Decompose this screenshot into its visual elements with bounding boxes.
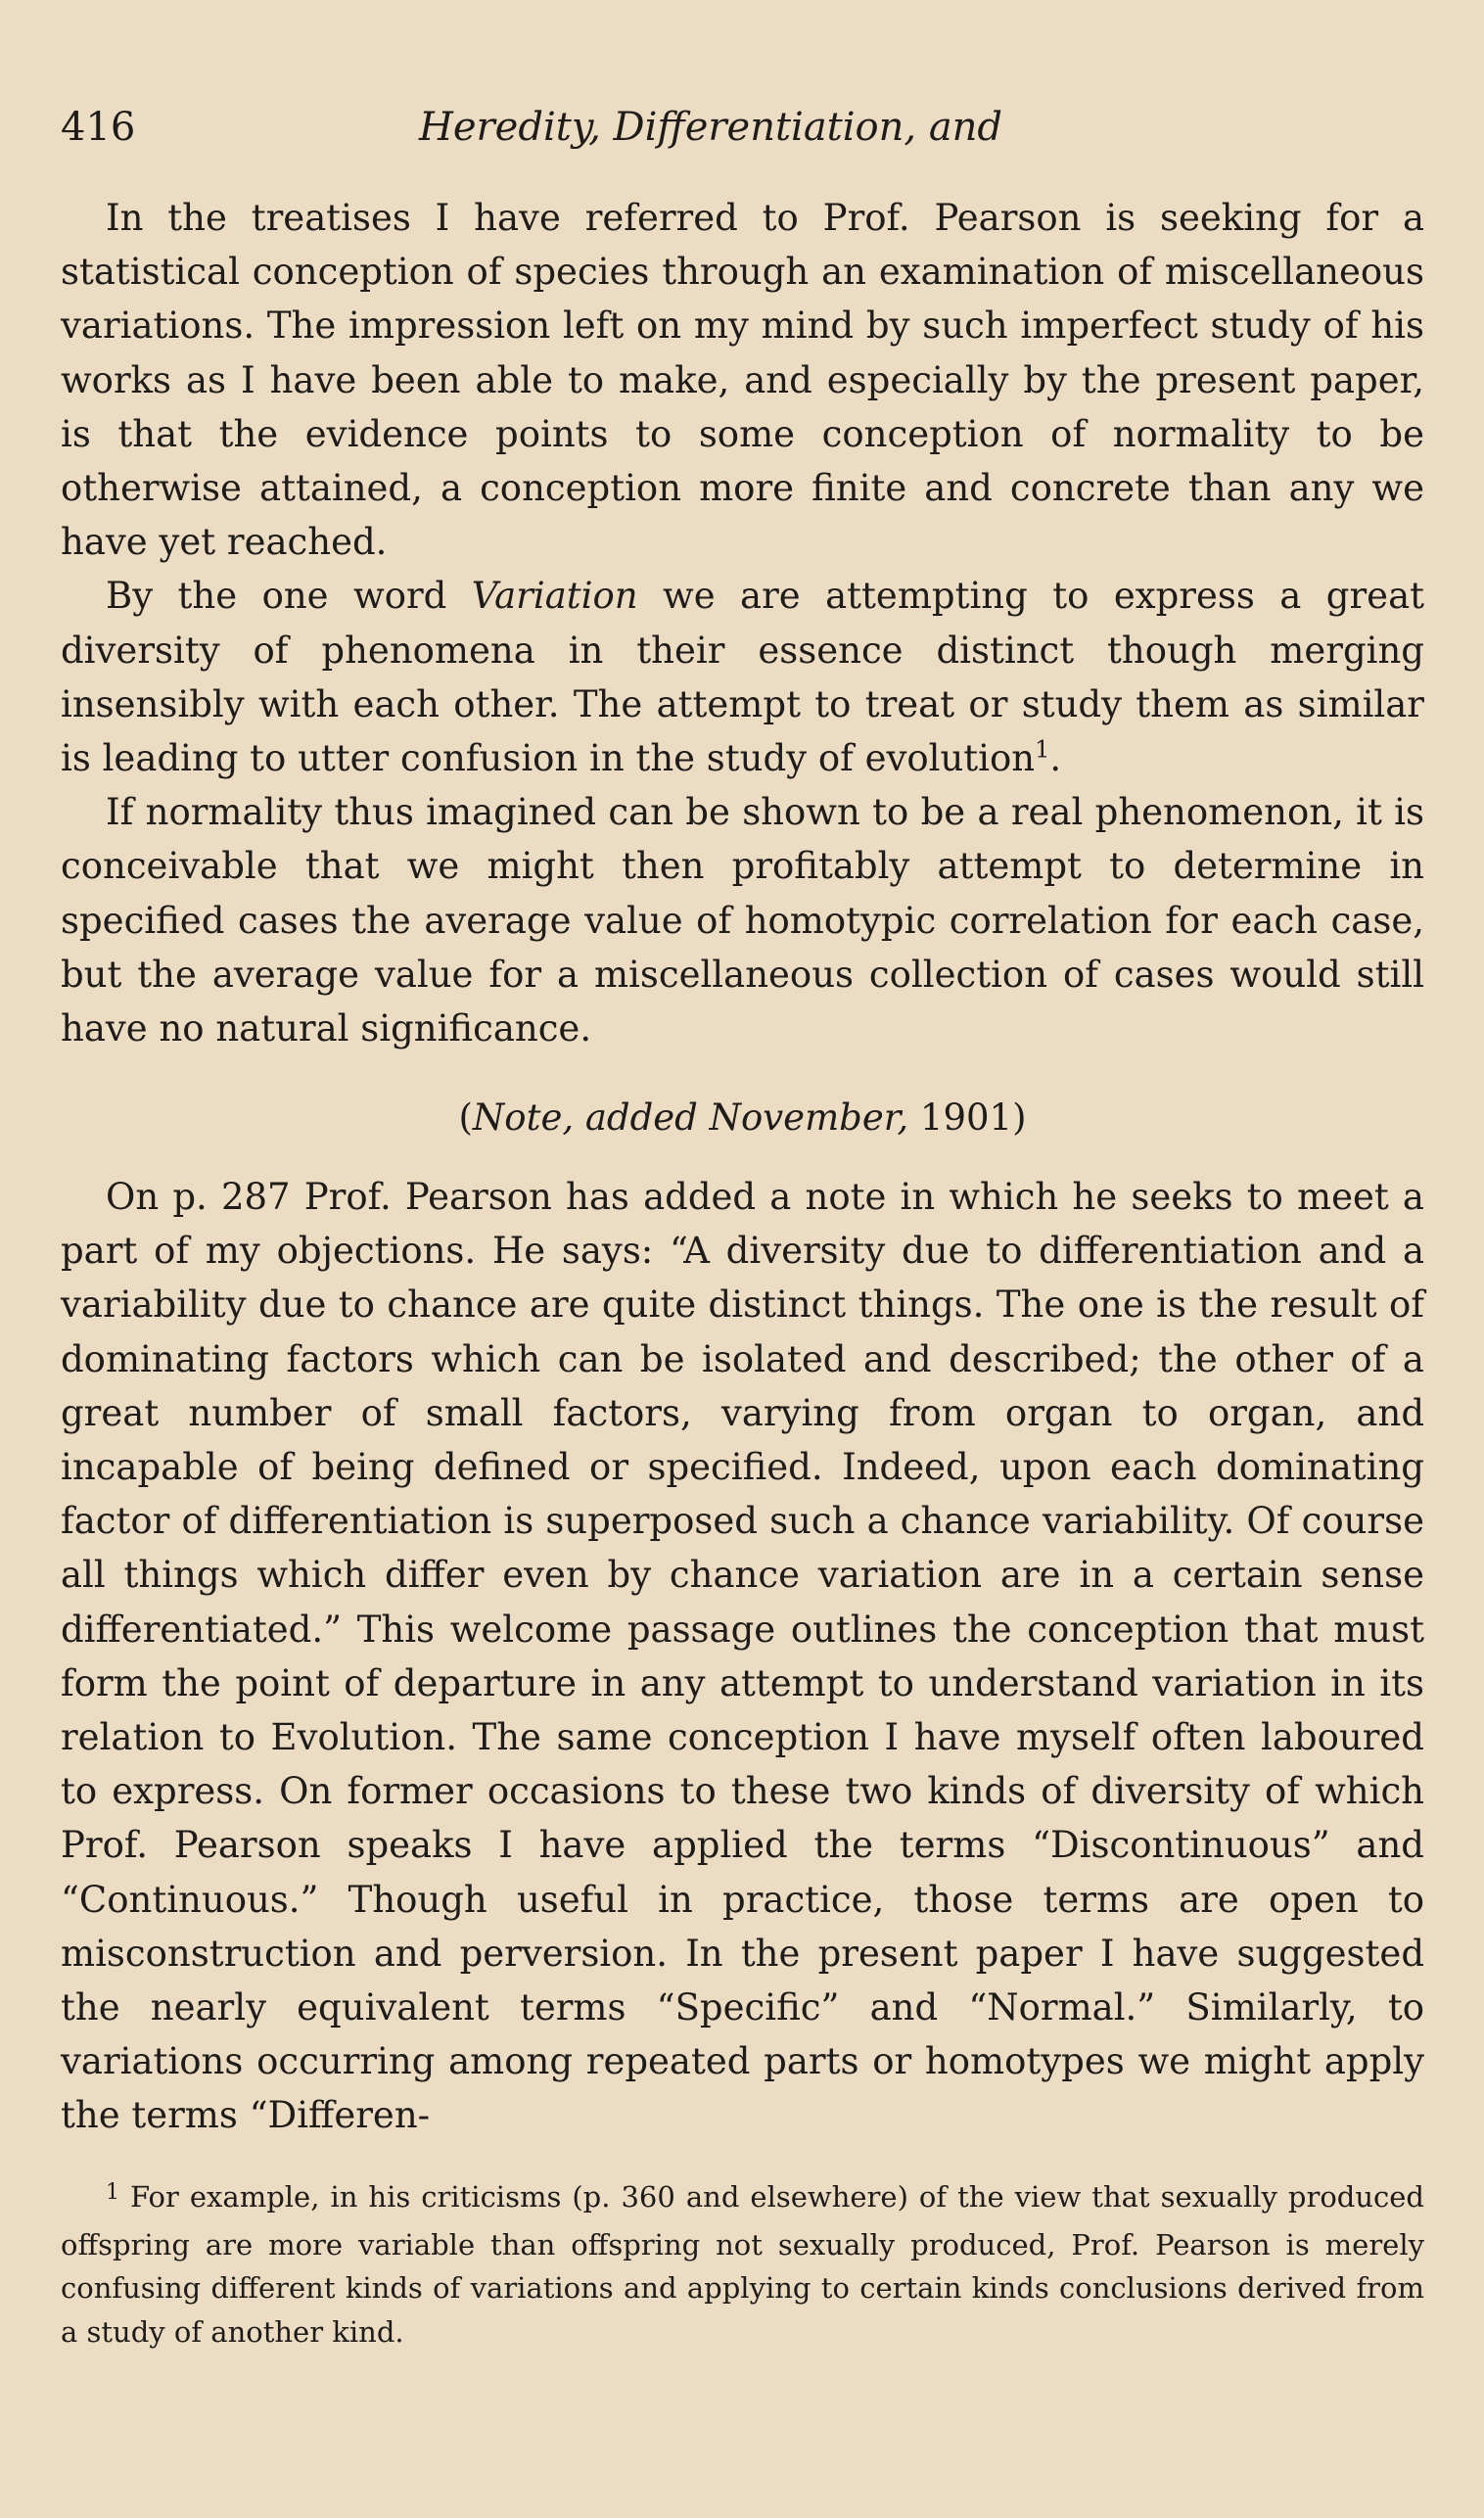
footnote: [61, 2175, 1424, 2354]
variation-term: Variation: [471, 575, 638, 618]
note-heading: [61, 1091, 1424, 1144]
footnote-mark: 1: [106, 2180, 119, 2205]
paragraph-note: On p. 287 Prof. Pearson has added a note in which he seeks to meet a part of my objections. He says: “A diversity due to differentiation and a variability due to chance are quite distinct things. The one is the result of dominating factors which can be isolated and described; the other of a great number of small factors, varying from organ to organ, and incapable of being defined or specified. Indeed, upon each dominating factor of differentiation is superposed such a chance variability. Of course all things which differ even by chance variation are in a certain sense differentiated.” This welcome passage outlines the conception that must form the point of departure in any attempt to understand variation in its relation to Evolution. The same conception I have myself often laboured to express. On former occasions to these two kinds of diversity of which Prof. Pearson speaks I have applied the terms “Discontinuous” and “Continuous.” Though useful in practice, those terms are open to misconstruction and perversion. In the present paper I have suggested the nearly equivalent terms “Specific” and “Normal.” Similarly, to variations occurring among repeated parts or homotypes we might apply the terms “Differen-: [61, 1176, 1424, 2137]
paragraph-normality: If normality thus imagined can be shown to be a real phenomenon, it is conceivable that we might then profitably attempt to determine in specified cases the average value of homotypic correlation for each case, but the average value for a miscellaneous collection of cases would still have no natural significance.: [61, 791, 1424, 1050]
footnote-text: For example, in his criticisms (p. 360 and elsewhere) of the view that sexually produced offspring are more variable than offspring not sexually produced, Prof. Pearson is merely confusing different kinds of variations and applying to certain kinds conclusions derived from a study of another kind.: [61, 2180, 1424, 2349]
main-text: [61, 191, 1424, 1055]
paragraph-variation-middle: we are attempting to express a great diversity of phenomena in their essence distinct though merging insensibly with each other. The attempt to treat or study them as similar is leading to utter confusion in the study of evolution: [61, 575, 1424, 780]
note-text: [61, 1170, 1424, 2143]
footnote-reference[interactable]: 1: [1035, 735, 1050, 764]
note-heading-open: (: [458, 1096, 473, 1139]
running-head: [61, 98, 1431, 157]
running-title: Heredity, Differentiation, and: [419, 105, 1003, 150]
paragraph-variation-start: By the one word: [106, 575, 472, 618]
note-heading-year: 1901: [908, 1096, 1013, 1139]
paragraph-variation-end: .: [1049, 737, 1062, 780]
paragraph-variation: [61, 569, 1424, 785]
note-heading-italic: Note, added November,: [472, 1096, 909, 1139]
page-number: 416: [61, 105, 136, 150]
paragraph-treatises: In the treatises I have referred to Prof. Pearson is seeking for a statistical conception of species through an examination of miscellaneous variations. The impression left on my mind by such imperfect study of his works as I have been able to make, and especially by the present paper, is that the evidence points to some conception of normality to be otherwise attained, a conception more finite and concrete than any we have yet reached.: [61, 197, 1424, 564]
note-heading-close: ): [1012, 1096, 1027, 1139]
